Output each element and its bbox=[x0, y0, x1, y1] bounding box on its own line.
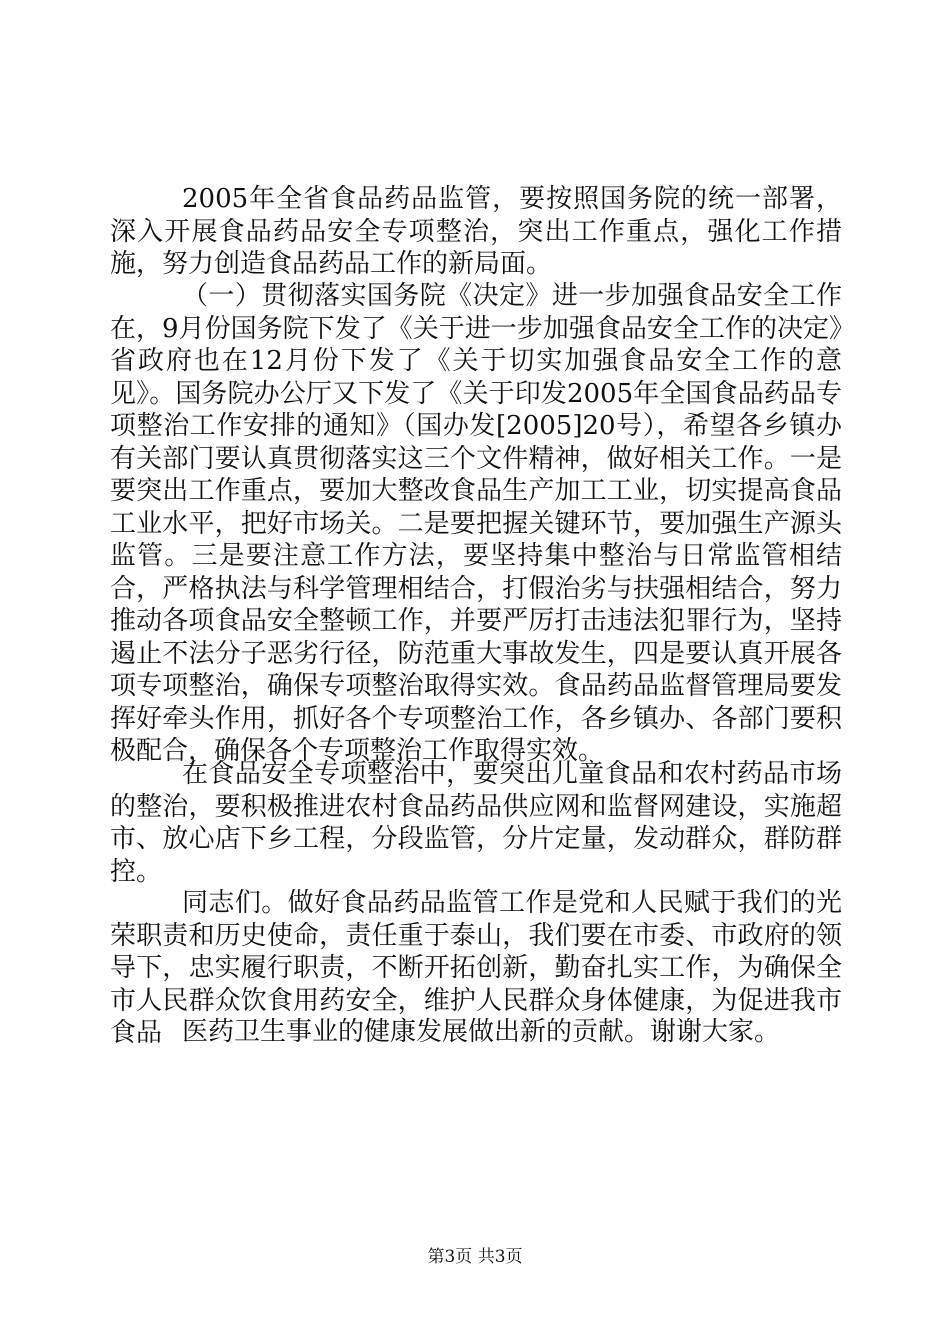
paragraph-intro: 2005年全省食品药品监管，要按照国务院的统一部署，深入开展食品药品安全专项整治，突出工作重点，强化工作措施，努力创造食品药品工作的新局面。 bbox=[110, 184, 842, 279]
paragraph-special-rectification: 在食品安全专项整治中，要突出儿童食品和农村药品市场的整治，要积极推进农村食品药品供应网和监督网建设，实施超市、放心店下乡工程，分段监管，分片定量，发动群众，群防群控。 bbox=[110, 759, 842, 887]
page-number-footer: 第3页 共3页 bbox=[427, 1247, 523, 1267]
paragraph-comrades: 同志们。做好食品药品监管工作是党和人民赋于我们的光荣职责和历史使命，责任重于泰山，我们要在市委、市政府的领导下，忠实履行职责，不断开拓创新，勤奋扎实工作，为确保全市人民群众饮食用药安全，维护人民群众身体健康，为促进我市食品 bbox=[110, 888, 842, 1048]
paragraph-closing: 医药卫生事业的健康发展做出新的贡献。谢谢大家。 bbox=[182, 1017, 781, 1047]
paragraph-section-one: （一）贯彻落实国务院《决定》进一步加强食品安全工作在，9月份国务院下发了《关于进一步加强食品安全工作的决定》省政府也在12月份下发了《关于切实加强食品安全工作的意见》。国务院办公厅又下发了《关于印发2005年全国食品药品专项整治工作安排的通知》（国办发[2005]20号），希望各乡镇办有关部门要认真贯彻落实这三个文件精神，做好相关工作。一是要突出工作重点，要加大整改食品生产加工工业，切实提高食品工业水平，把好市场关。二是要把握关键环节，要加强生产源头监管。三是要注意工作方法，要坚持集中整治与日常监管相结合，严格执法与科学管理相结合，打假治劣与扶强相结合，努力推动各项食品安全整顿工作，并要严厉打击违法犯罪行为，坚持遏止不法分子恶劣行径，防范重大事故发生，四是要认真开展各项专项整治，确保专项整治取得实效。食品药品监督管理局要发挥好牵头作用，抓好各个专项整治工作，各乡镇办、各部门要积极配合，确保各个专项整治工作取得实效。 bbox=[110, 281, 842, 766]
